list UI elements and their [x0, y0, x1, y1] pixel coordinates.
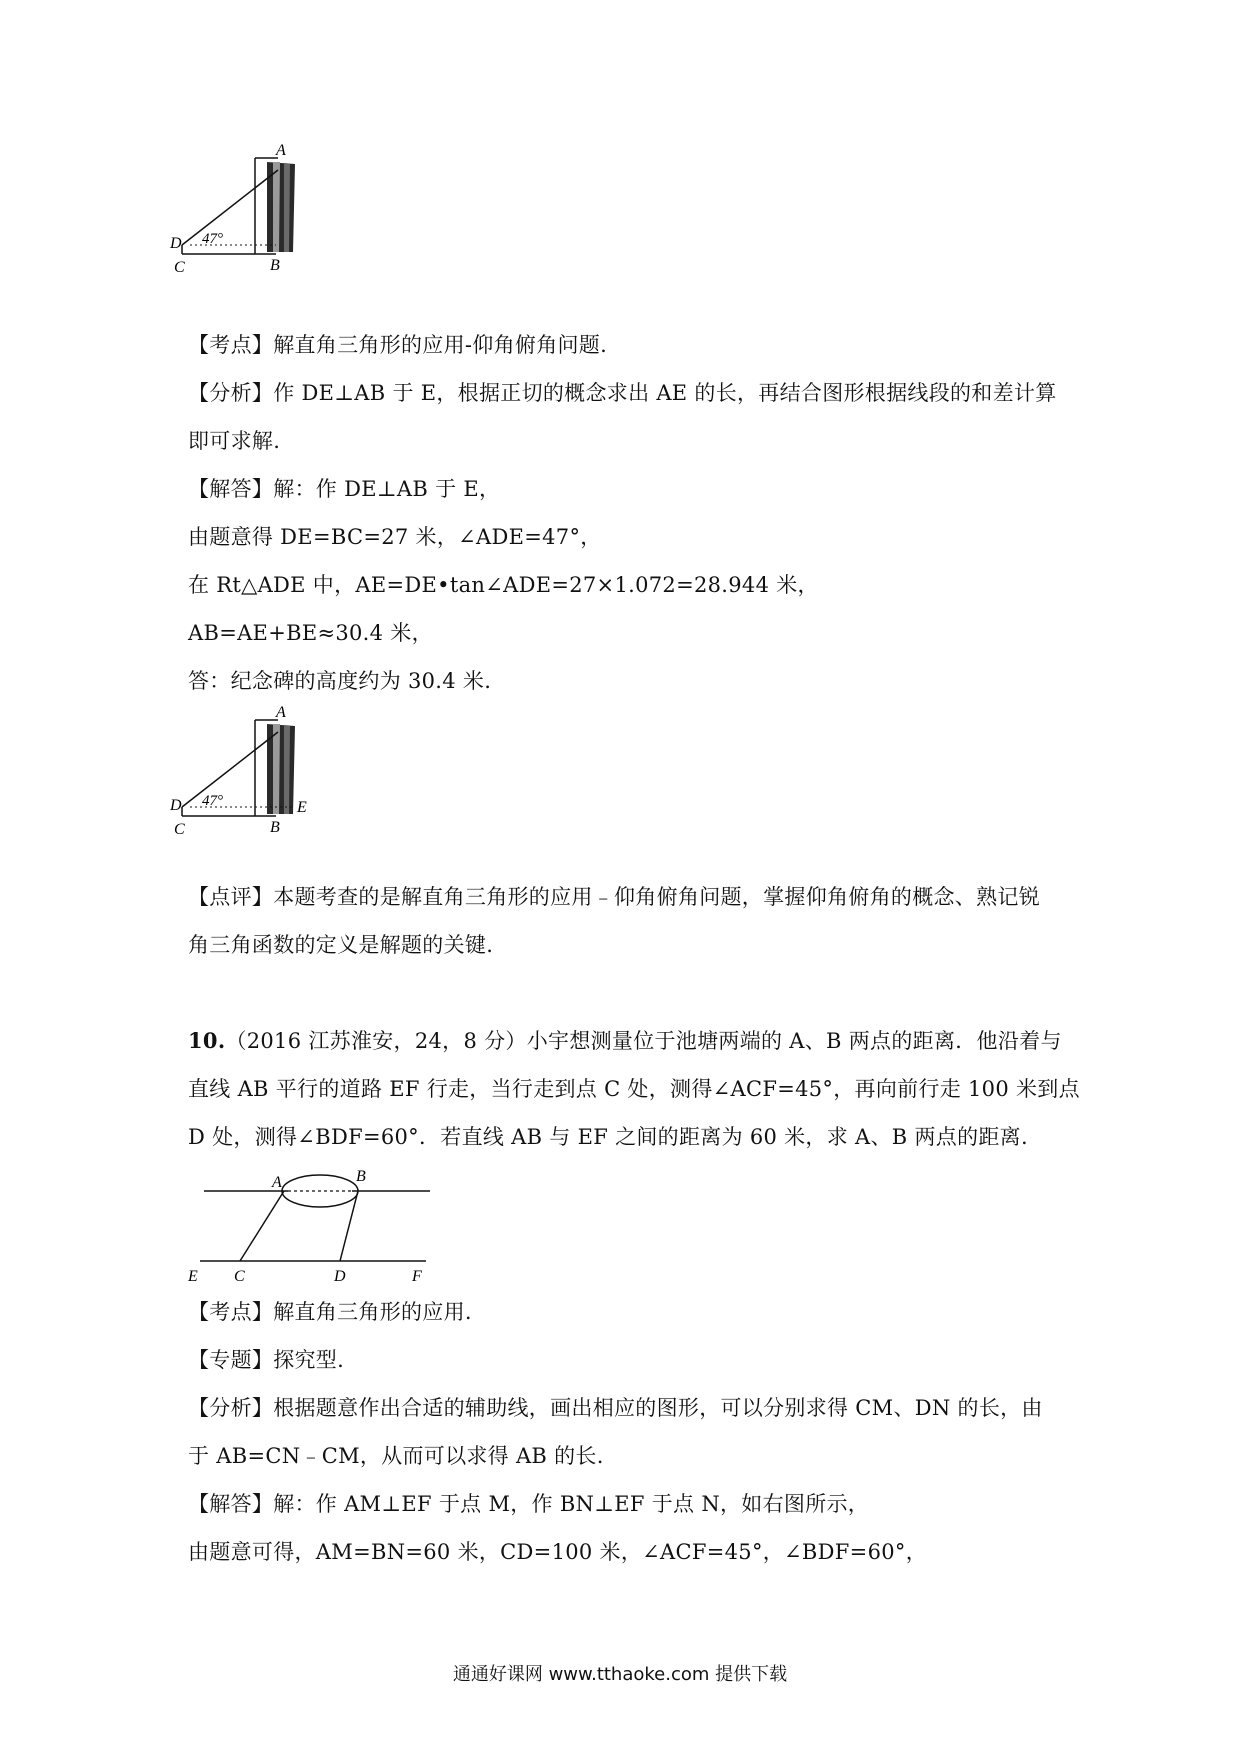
page-footer: 通通好课网 www.tthaoke.com 提供下载 [452, 1664, 788, 1685]
label-E: E [297, 799, 307, 816]
sec1-jieda-3: 在 Rt△ADE 中，AE=DE•tan∠ADE=27×1.072=28.944 米， [188, 573, 819, 597]
q10-line-3: D 处，测得∠BDF=60°．若直线 AB 与 EF 之间的距离为 60 米，求 A、B 两点的距离. [188, 1125, 1028, 1149]
label-E: E [188, 1268, 198, 1285]
sec3-jieda-1: 【解答】解：作 AM⊥EF 于点 M，作 BN⊥EF 于点 N，如右图所示， [188, 1492, 870, 1516]
label-A: A [272, 1174, 282, 1191]
label-C: C [174, 821, 185, 838]
label-C: C [174, 259, 185, 276]
figure-monument-2 [170, 704, 360, 872]
sec3-fenxi-2: 于 AB=CN﹣CM，从而可以求得 AB 的长. [188, 1444, 604, 1468]
sec1-fenxi-1: 【分析】作 DE⊥AB 于 E，根据正切的概念求出 AE 的长，再结合图形根据线段的和差计算 [188, 381, 1057, 405]
label-C: C [234, 1268, 245, 1285]
figure-pond [180, 1165, 440, 1285]
sec1-jieda-2: 由题意得 DE=BC=27 米，∠ADE=47°， [188, 525, 602, 549]
sec3-fenxi-1: 【分析】根据题意作出合适的辅助线，画出相应的图形，可以分别求得 CM、DN 的长，由 [188, 1396, 1043, 1420]
q10-line-2: 直线 AB 平行的道路 EF 行走，当行走到点 C 处，测得∠ACF=45°，再向前行走 100 米到点 [188, 1077, 1080, 1101]
q10-line-1 [188, 1026, 1062, 1056]
label-B: B [270, 257, 280, 274]
sec2-dianping-2: 角三角函数的定义是解题的关键. [188, 933, 494, 957]
sec1-jieda-5: 答：纪念碑的高度约为 30.4 米. [188, 669, 492, 693]
label-B: B [270, 819, 280, 836]
sec1-fenxi-2: 即可求解. [188, 429, 281, 453]
angle-label: 47° [202, 231, 223, 247]
label-F: F [412, 1268, 422, 1285]
sec3-jieda-2: 由题意可得，AM=BN=60 米，CD=100 米，∠ACF=45°，∠BDF=60°， [188, 1540, 927, 1564]
sec3-kaodian: 【考点】解直角三角形的应用. [188, 1300, 472, 1324]
sec1-jieda-1: 【解答】解：作 DE⊥AB 于 E， [188, 477, 501, 501]
q10-line-1-text: （2016 江苏淮安，24，8 分）小宇想测量位于池塘两端的 A、B 两点的距离．他沿着与 [225, 1029, 1062, 1053]
sec1-jieda-4: AB=AE+BE≈30.4 米， [188, 621, 433, 645]
figure-monument-1 [170, 142, 340, 310]
label-D: D [170, 235, 182, 252]
label-A: A [276, 142, 286, 159]
label-D: D [170, 797, 182, 814]
label-D: D [334, 1268, 346, 1285]
label-B: B [356, 1168, 366, 1185]
label-A: A [276, 704, 286, 721]
sec2-dianping-1: 【点评】本题考查的是解直角三角形的应用﹣仰角俯角问题，掌握仰角俯角的概念、熟记锐 [188, 885, 1040, 909]
angle-label: 47° [202, 793, 223, 809]
sec1-kaodian: 【考点】解直角三角形的应用-仰角俯角问题. [188, 333, 608, 357]
q10-number: 10. [188, 1028, 226, 1053]
sec3-zhuanti: 【专题】探究型. [188, 1348, 345, 1372]
